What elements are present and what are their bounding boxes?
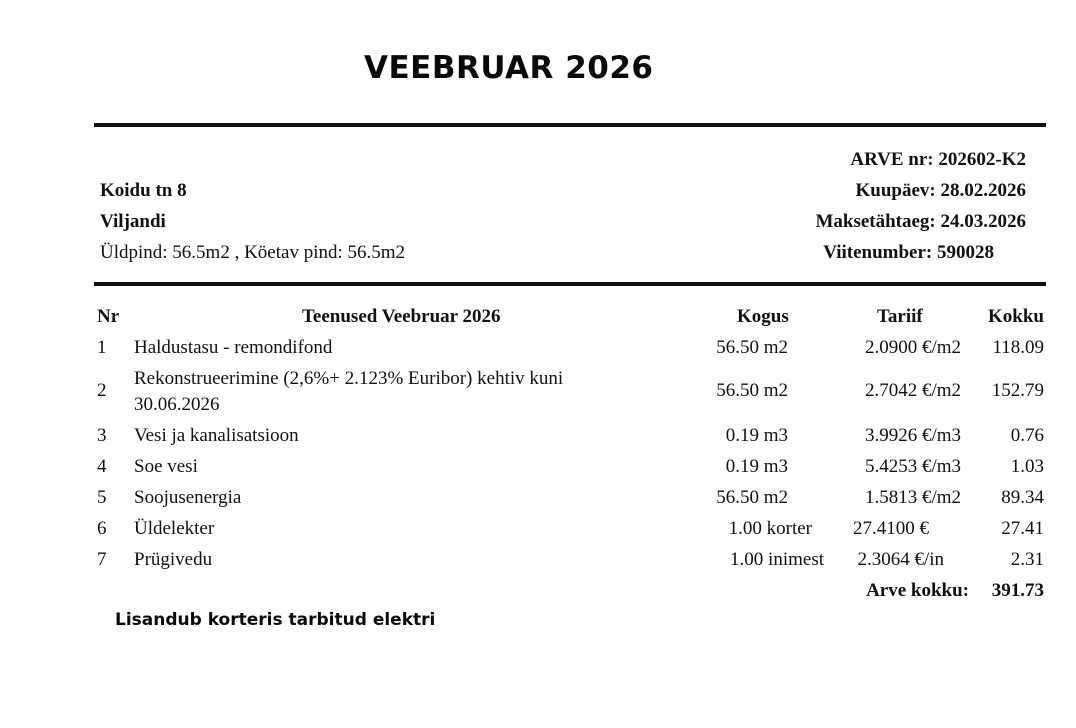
footer-note: Lisandub korteris tarbitud elektri <box>115 610 435 630</box>
row-4-service: Soe vesi <box>134 456 198 477</box>
row-1-nr: 1 <box>97 337 107 358</box>
row-3-quantity: 0.19 m3 <box>725 425 788 446</box>
row-4-nr: 4 <box>97 456 107 477</box>
header-nr: Nr <box>97 306 120 327</box>
row-5-total: 89.34 <box>1001 487 1044 508</box>
row-1-service: Haldustasu - remondifond <box>134 337 333 358</box>
top-divider <box>94 123 1046 127</box>
row-1-total: 118.09 <box>992 337 1044 358</box>
street-address: Koidu tn 8 <box>100 180 187 201</box>
row-1-tariff: 2.0900 €/m2 <box>864 337 961 358</box>
row-3-nr: 3 <box>97 425 107 446</box>
row-4-total: 1.03 <box>1010 456 1044 477</box>
header-tariff: Tariif <box>877 306 923 327</box>
row-2-tariff: 2.7042 €/m2 <box>864 380 961 401</box>
invoice-date: Kuupäev: 28.02.2026 <box>855 180 1026 201</box>
row-7-total: 2.31 <box>1010 549 1044 570</box>
row-3-service: Vesi ja kanalisatsioon <box>134 425 299 446</box>
invoice-due-date: Maksetähtaeg: 24.03.2026 <box>815 211 1026 232</box>
row-1-quantity: 56.50 m2 <box>716 337 788 358</box>
row-7-service: Prügivedu <box>134 549 213 570</box>
row-3-total: 0.76 <box>1010 425 1044 446</box>
row-4-tariff: 5.4253 €/m3 <box>864 456 961 477</box>
header-service: Teenused Veebruar 2026 <box>302 306 501 327</box>
row-6-quantity: 1.00 korter <box>728 518 812 539</box>
grand-total-value: 391.73 <box>991 580 1044 601</box>
row-2-nr: 2 <box>97 380 107 401</box>
row-6-total: 27.41 <box>1001 518 1044 539</box>
row-2-service: Rekonstrueerimine (2,6%+ 2.123% Euribor) kehtiv kuni <box>134 368 564 389</box>
row-5-tariff: 1.5813 €/m2 <box>864 487 961 508</box>
row-2-quantity: 56.50 m2 <box>716 380 788 401</box>
page-heading: VEEBRUAR 2026 <box>364 50 654 86</box>
middle-divider <box>94 282 1046 286</box>
row-5-service: Soojusenergia <box>134 487 242 508</box>
invoice-reference: Viitenumber: 590028 <box>823 242 994 263</box>
city: Viljandi <box>100 211 166 232</box>
row-2-total: 152.79 <box>991 380 1044 401</box>
area-info: Üldpind: 56.5m2 , Köetav pind: 56.5m2 <box>100 242 406 263</box>
row-3-tariff: 3.9926 €/m3 <box>864 425 961 446</box>
invoice-number: ARVE nr: 202602-K2 <box>850 149 1026 170</box>
row-5-nr: 5 <box>97 487 107 508</box>
header-total: Kokku <box>988 306 1044 327</box>
grand-total-label: Arve kokku: <box>866 580 969 601</box>
row-7-quantity: 1.00 inimest <box>730 549 824 570</box>
row-7-nr: 7 <box>97 549 107 570</box>
row-6-tariff: 27.4100 € <box>853 518 929 539</box>
row-2-service-cont: 30.06.2026 <box>134 394 220 415</box>
row-7-tariff: 2.3064 €/in <box>857 549 944 570</box>
row-4-quantity: 0.19 m3 <box>725 456 788 477</box>
row-6-nr: 6 <box>97 518 107 539</box>
row-5-quantity: 56.50 m2 <box>716 487 788 508</box>
header-quantity: Kogus <box>737 306 789 327</box>
row-6-service: Üldelekter <box>134 518 215 539</box>
